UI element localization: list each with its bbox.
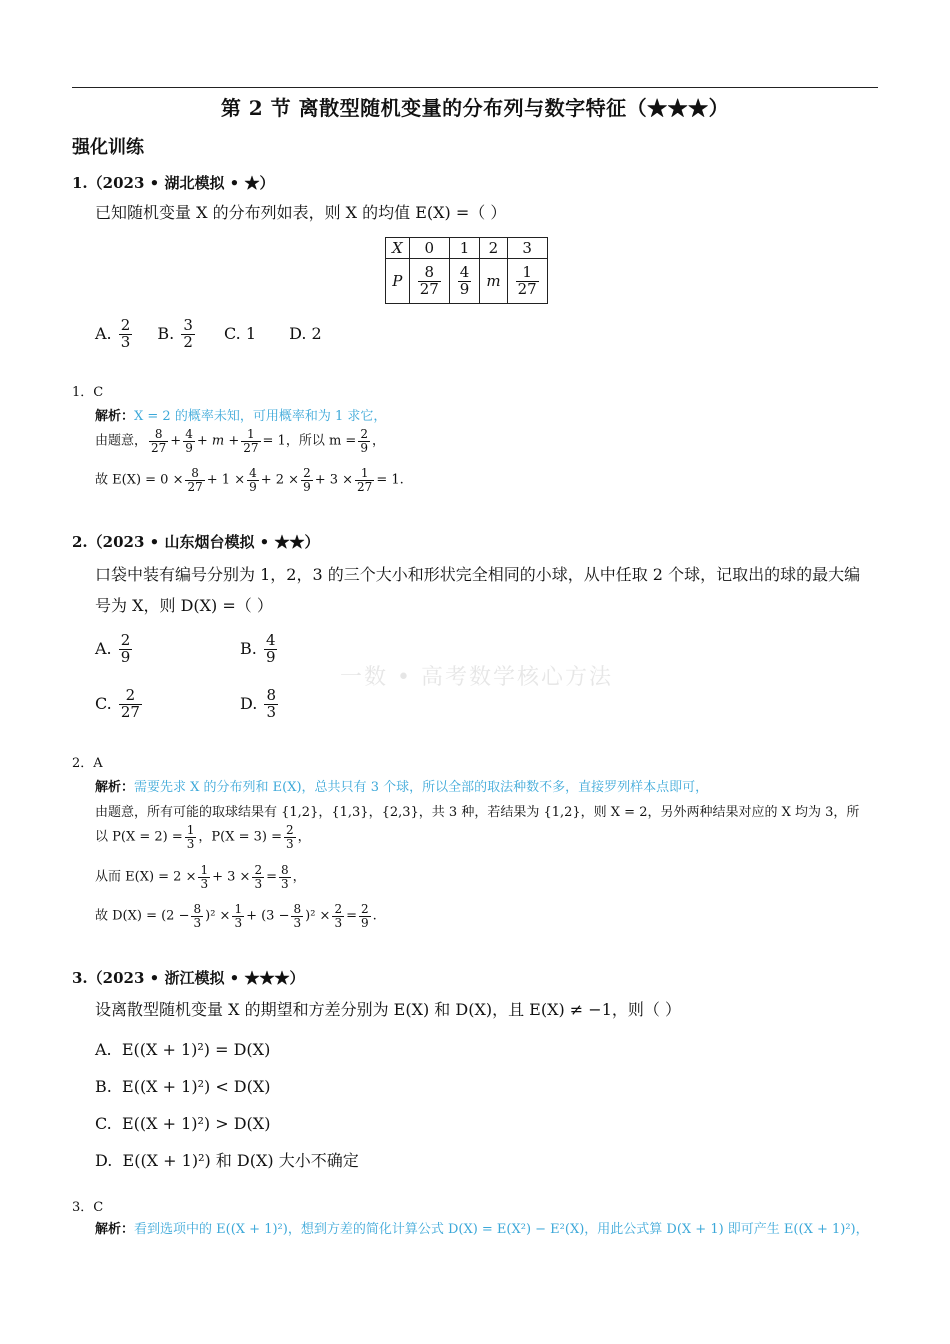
table-cell: $\frac{1}{27}$ [507, 259, 547, 304]
analysis-label: 解析： [95, 1222, 135, 1237]
q1-analysis [95, 405, 386, 424]
analysis-hint: 看到选项中的 E((X + 1)²)，想到方差的简化计算公式 D(X) = E(X²) − E²(X)，用此公式算 D(X + 1) 即可产生 E((X + 1)²)， [134, 1222, 869, 1237]
analysis-hint: 需要先求 X 的分布列和 E(X)，总共只有 3 个球，所以全部的取法种数不多，直接罗列样本点即可， [134, 780, 709, 795]
q1-distribution-table [385, 237, 548, 304]
table-cell: $\frac{8}{27}$ [409, 259, 449, 304]
table-cell: 3 [507, 238, 547, 259]
analysis-hint: X = 2 的概率未知，可用概率和为 1 求它， [134, 409, 387, 424]
q3-analysis [95, 1218, 869, 1237]
option-b: B. $\frac{4}{9}$ [240, 631, 276, 666]
table-cell: P [386, 259, 410, 304]
q1-solution-line2: 故 E(X) = 0 × $\frac{8}{27}$ + 1 × $\frac{4}{9}$ + 2 × $\frac{2}{9}$ + 3 × $\frac{1}{27}$ = 1. [95, 466, 404, 494]
q2-analysis [95, 776, 708, 795]
option-a: A. $\frac{2}{9}$ [95, 631, 131, 666]
table-cell: m [480, 259, 507, 304]
option-d: D. E((X + 1)²) 和 D(X) 大小不确定 [95, 1151, 359, 1170]
section-heading: 强化训练 [72, 137, 144, 158]
q3-stem: 设离散型随机变量 X 的期望和方差分别为 E(X) 和 D(X)，且 E(X) ≠ −1，则（ ） [95, 1000, 681, 1019]
q2-stem-line2: 号为 X，则 D(X) =（ ） [95, 596, 273, 615]
table-cell: 0 [409, 238, 449, 259]
top-rule [72, 87, 878, 88]
q2-answer: 2．A [72, 756, 103, 771]
q2-solution-line3: 从而 E(X) = 2 × $\frac{1}{3}$ + 3 × $\frac{2}{3}$ = $\frac{8}{3}$ ， [95, 863, 306, 891]
option-d: D. 2 [289, 323, 322, 343]
q2-solution-line1: 由题意，所有可能的取球结果有 {1,2}，{1,3}，{2,3}，共 3 种，若结果为 {1,2}，则 X = 2，另外两种结果对应的 X 均为 3，所 [95, 805, 860, 820]
q1-solution-line1: 由题意， $\frac{8}{27}$ + $\frac{4}{9}$ + m + $\frac{1}{27}$ = 1，所以 m = $\frac{2}{9}$ ， [95, 427, 385, 455]
option-c: C. $\frac{2}{27}$ [95, 686, 140, 721]
option-d: D. $\frac{8}{3}$ [240, 686, 276, 721]
option-c: C. E((X + 1)²) > D(X) [95, 1114, 271, 1133]
q1-options [95, 318, 322, 351]
q3-header: 3.（2023 • 浙江模拟 • ★★★） [72, 969, 305, 987]
analysis-label: 解析： [95, 780, 135, 795]
q1-stem: 已知随机变量 X 的分布列如表，则 X 的均值 E(X) =（ ） [95, 203, 507, 222]
q2-solution-line4: 故 D(X) = (2 − $\frac{8}{3}$ )² × $\frac{1}{3}$ + (3 − $\frac{8}{3}$ )² × $\frac{2}{3}$ = $\frac{2}{9}$ . [95, 902, 377, 930]
q2-header: 2.（2023 • 山东烟台模拟 • ★★） [72, 533, 320, 551]
table-cell: X [386, 238, 410, 259]
option-b: B. $\frac{3}{2}$ [157, 316, 193, 351]
table-cell: 1 [449, 238, 480, 259]
option-b: B. E((X + 1)²) < D(X) [95, 1077, 271, 1096]
table-cell: 2 [480, 238, 507, 259]
watermark: 一数 • 高考数学核心方法 [340, 665, 613, 690]
q1-header: 1.（2023 • 湖北模拟 • ★） [72, 174, 275, 192]
page-title: 第 2 节 离散型随机变量的分布列与数字特征（★★★） [220, 96, 730, 120]
option-a: A. $\frac{2}{3}$ [95, 316, 131, 351]
analysis-label: 解析： [95, 409, 135, 424]
q3-answer: 3．C [72, 1200, 104, 1215]
table-cell: $\frac{4}{9}$ [449, 259, 480, 304]
q1-answer: 1．C [72, 385, 104, 400]
option-a: A. E((X + 1)²) = D(X) [95, 1040, 271, 1059]
q2-solution-line2: 以 P(X = 2) = $\frac{1}{3}$ ，P(X = 3) = $\frac{2}{3}$ ， [95, 823, 311, 851]
q2-stem-line1: 口袋中装有编号分别为 1，2，3 的三个大小和形状完全相同的小球，从中任取 2 个球，记取出的球的最大编 [95, 565, 861, 584]
option-c: C. 1 [223, 323, 256, 343]
